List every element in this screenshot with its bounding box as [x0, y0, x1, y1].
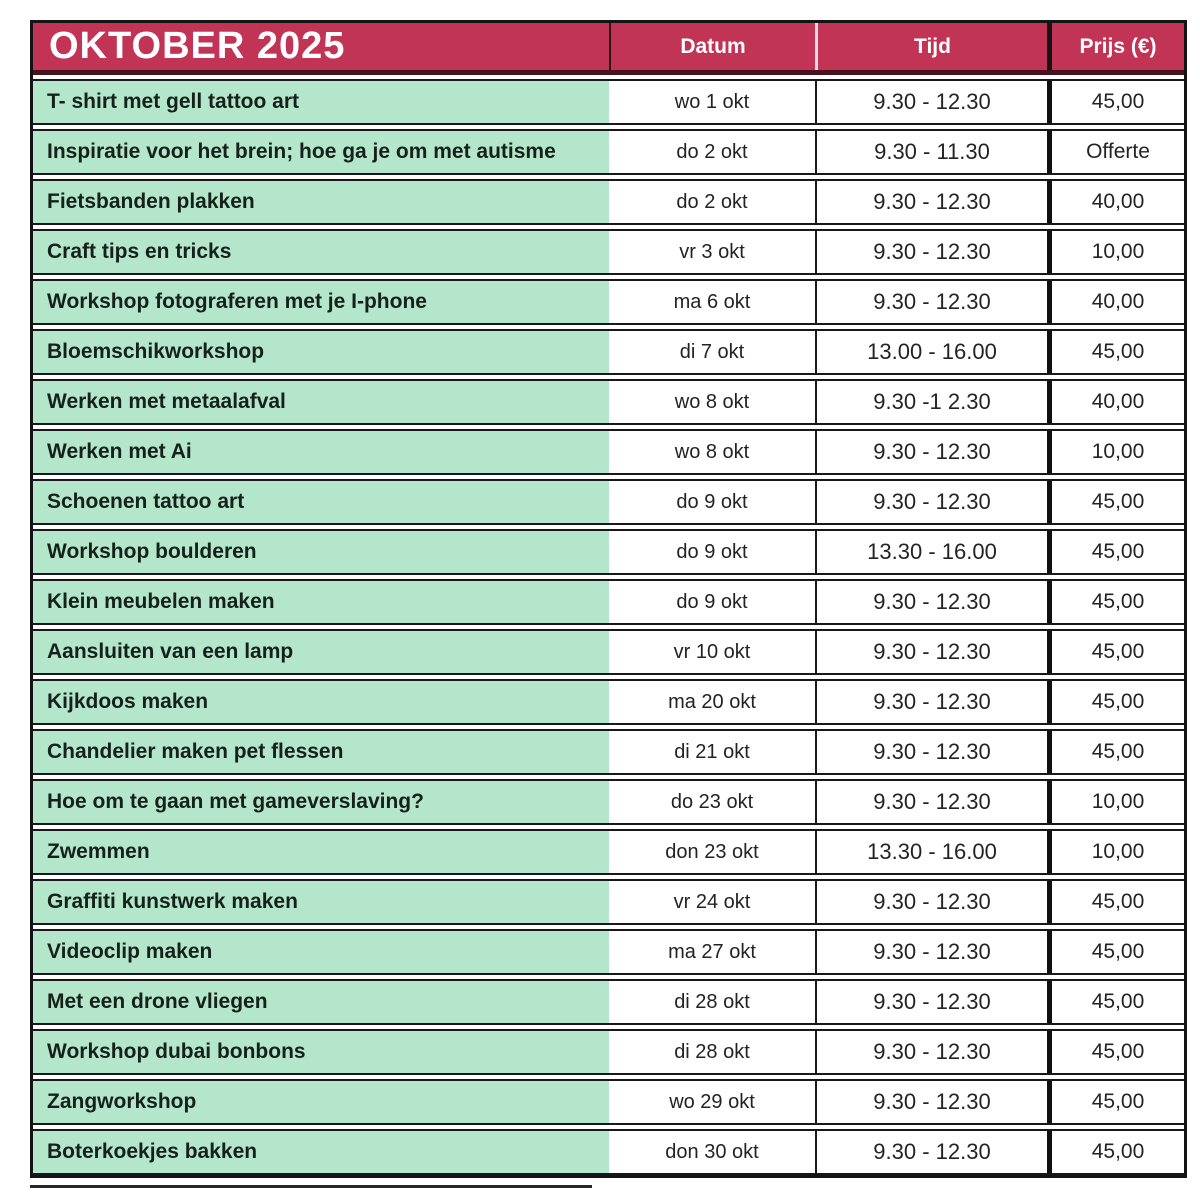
- prijs-cell: 10,00: [1047, 431, 1184, 473]
- table-body: [33, 75, 1184, 1175]
- tijd-cell: 9.30 - 12.30: [815, 931, 1047, 973]
- activity-cell: T- shirt met gell tattoo art: [33, 81, 609, 123]
- activity-cell: Workshop boulderen: [33, 531, 609, 573]
- tijd-cell: 9.30 - 12.30: [815, 681, 1047, 723]
- prijs-cell: 45,00: [1047, 1131, 1184, 1173]
- prijs-cell: 40,00: [1047, 381, 1184, 423]
- prijs-cell: 45,00: [1047, 531, 1184, 573]
- month-title: OKTOBER 2025: [33, 23, 611, 70]
- prijs-cell: 45,00: [1047, 981, 1184, 1023]
- activity-cell: Craft tips en tricks: [33, 231, 609, 273]
- tijd-cell: 9.30 - 12.30: [815, 281, 1047, 323]
- datum-cell: di 28 okt: [674, 990, 750, 1013]
- table-row: [33, 979, 1184, 1025]
- activity-cell: Klein meubelen maken: [33, 581, 609, 623]
- prijs-cell: 45,00: [1047, 881, 1184, 923]
- datum-cell: wo 29 okt: [669, 1090, 755, 1113]
- prijs-cell: Offerte: [1047, 131, 1184, 173]
- table-row: [33, 379, 1184, 425]
- table-row: [33, 779, 1184, 825]
- table-row: [33, 1029, 1184, 1075]
- activity-cell: Workshop dubai bonbons: [33, 1031, 609, 1073]
- tijd-cell: 9.30 - 12.30: [815, 1031, 1047, 1073]
- prijs-cell: 10,00: [1047, 831, 1184, 873]
- tijd-cell: 9.30 -1 2.30: [815, 381, 1047, 423]
- table-row: [33, 729, 1184, 775]
- tijd-cell: 9.30 - 12.30: [815, 231, 1047, 273]
- table-row: [33, 829, 1184, 875]
- activity-cell: Aansluiten van een lamp: [33, 631, 609, 673]
- activity-cell: Zangworkshop: [33, 1081, 609, 1123]
- tijd-cell: 9.30 - 12.30: [815, 481, 1047, 523]
- prijs-cell: 40,00: [1047, 181, 1184, 223]
- prijs-cell: 45,00: [1047, 1031, 1184, 1073]
- tijd-cell: 13.30 - 16.00: [815, 531, 1047, 573]
- prijs-cell: 45,00: [1047, 631, 1184, 673]
- activity-cell: Kijkdoos maken: [33, 681, 609, 723]
- table-row: [33, 329, 1184, 375]
- table-row: [33, 629, 1184, 675]
- prijs-cell: 45,00: [1047, 581, 1184, 623]
- datum-cell: di 28 okt: [674, 1040, 750, 1063]
- table-row: [33, 429, 1184, 475]
- prijs-cell: 10,00: [1047, 231, 1184, 273]
- table-row: [33, 129, 1184, 175]
- datum-cell: do 9 okt: [676, 590, 748, 613]
- prijs-cell: 45,00: [1047, 681, 1184, 723]
- tijd-cell: 9.30 - 11.30: [815, 131, 1047, 173]
- tijd-cell: 9.30 - 12.30: [815, 781, 1047, 823]
- activity-cell: Fietsbanden plakken: [33, 181, 609, 223]
- prijs-cell: 45,00: [1047, 731, 1184, 773]
- activity-cell: Hoe om te gaan met gameverslaving?: [33, 781, 609, 823]
- prijs-cell: 45,00: [1047, 81, 1184, 123]
- table-row: [33, 279, 1184, 325]
- datum-cell: vr 10 okt: [673, 640, 751, 663]
- datum-cell: ma 27 okt: [668, 940, 756, 963]
- table-row: [33, 1129, 1184, 1175]
- activity-cell: Met een drone vliegen: [33, 981, 609, 1023]
- cutoff-row-edge: [30, 1185, 592, 1188]
- table-row: [33, 1079, 1184, 1125]
- table-row: [33, 529, 1184, 575]
- column-header-tijd: Tijd: [815, 23, 1047, 70]
- datum-cell: wo 8 okt: [674, 440, 750, 463]
- prijs-cell: 45,00: [1047, 1081, 1184, 1123]
- column-header-prijs: Prijs (€): [1047, 23, 1184, 70]
- table-row: [33, 679, 1184, 725]
- datum-cell: do 9 okt: [676, 540, 748, 563]
- activity-cell: Graffiti kunstwerk maken: [33, 881, 609, 923]
- tijd-cell: 13.30 - 16.00: [815, 831, 1047, 873]
- tijd-cell: 9.30 - 12.30: [815, 431, 1047, 473]
- prijs-cell: 45,00: [1047, 931, 1184, 973]
- table-row: [33, 879, 1184, 925]
- prijs-cell: 40,00: [1047, 281, 1184, 323]
- activity-cell: Workshop fotograferen met je I-phone: [33, 281, 609, 323]
- column-header-datum: Datum: [680, 34, 746, 58]
- tijd-cell: 9.30 - 12.30: [815, 981, 1047, 1023]
- datum-cell: don 23 okt: [665, 840, 759, 863]
- tijd-cell: 9.30 - 12.30: [815, 881, 1047, 923]
- activity-cell: Werken met metaalafval: [33, 381, 609, 423]
- table-row: [33, 479, 1184, 525]
- datum-cell: di 21 okt: [674, 740, 750, 763]
- datum-cell: do 2 okt: [676, 190, 748, 213]
- datum-cell: do 23 okt: [670, 790, 754, 813]
- activity-cell: Werken met Ai: [33, 431, 609, 473]
- activity-cell: Inspiratie voor het brein; hoe ga je om met autisme: [33, 131, 609, 173]
- activity-cell: Schoenen tattoo art: [33, 481, 609, 523]
- datum-cell: don 30 okt: [665, 1140, 759, 1163]
- datum-cell: vr 3 okt: [679, 240, 745, 263]
- tijd-cell: 9.30 - 12.30: [815, 731, 1047, 773]
- tijd-cell: 9.30 - 12.30: [815, 1081, 1047, 1123]
- datum-cell: di 7 okt: [679, 340, 745, 363]
- table-row: [33, 579, 1184, 625]
- activity-cell: Chandelier maken pet flessen: [33, 731, 609, 773]
- activity-cell: Bloemschikworkshop: [33, 331, 609, 373]
- workshop-schedule-table: [30, 20, 1187, 1178]
- datum-cell: ma 6 okt: [673, 290, 751, 313]
- table-header-row: [33, 23, 1184, 75]
- datum-cell: wo 8 okt: [674, 390, 750, 413]
- prijs-cell: 45,00: [1047, 481, 1184, 523]
- prijs-cell: 45,00: [1047, 331, 1184, 373]
- activity-cell: Zwemmen: [33, 831, 609, 873]
- datum-cell: ma 20 okt: [668, 690, 756, 713]
- activity-cell: Videoclip maken: [33, 931, 609, 973]
- prijs-cell: 10,00: [1047, 781, 1184, 823]
- table-row: [33, 929, 1184, 975]
- tijd-cell: 9.30 - 12.30: [815, 581, 1047, 623]
- table-row: [33, 229, 1184, 275]
- tijd-cell: 13.00 - 16.00: [815, 331, 1047, 373]
- datum-cell: wo 1 okt: [674, 90, 750, 113]
- tijd-cell: 9.30 - 12.30: [815, 1131, 1047, 1173]
- tijd-cell: 9.30 - 12.30: [815, 81, 1047, 123]
- tijd-cell: 9.30 - 12.30: [815, 631, 1047, 673]
- table-row: [33, 179, 1184, 225]
- datum-cell: do 9 okt: [676, 490, 748, 513]
- table-row: [33, 79, 1184, 125]
- tijd-cell: 9.30 - 12.30: [815, 181, 1047, 223]
- activity-cell: Boterkoekjes bakken: [33, 1131, 609, 1173]
- datum-cell: vr 24 okt: [673, 890, 751, 913]
- datum-cell: do 2 okt: [676, 140, 748, 163]
